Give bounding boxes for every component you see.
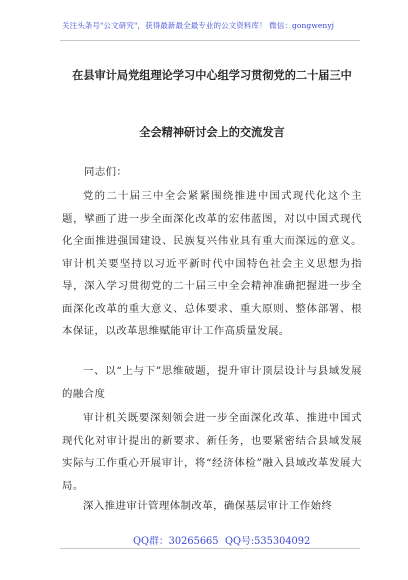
header-notice: 关注头条号"公文研究"，获得最新最全最专业的公文资料库！ 微信：gongwenyj [62,21,335,30]
body-paragraph-1: 党的二十届三中全会紧紧围绕推进中国式现代化这个主题，擘画了进一步全面深化改革的宏伟蓝图，对以中国式现代化全面推进强国建设、民族复兴伟业具有重大而深远的意义。审计机关要坚持以习近平新时代中国特色社会主义思想为指导，深入学习贯彻党的二十届三中全会精神准确把握进一步全面深化改革的重大意义、总体要求、重大原则、整体部署、根本保证，以改革思维赋能审计工作高质量发展。 [62,190,362,337]
body-paragraph-3: 深入推进审计管理体制改革，确保基层审计工作始终 [83,500,333,512]
document-title-line1: 在县审计局党组理论学习中心组学习贯彻党的二十届三中 [72,68,352,82]
body-paragraph-2: 审计机关既要深刻领会进一步全面深化改革、推进中国式现代化对审计提出的新要求、新任务，也要紧密结合县域发展实际与工作重心开展审计，将“经济体检”融入县域改革发展大局。 [62,412,362,492]
footer-divider [60,548,360,549]
greeting: 同志们： [84,166,128,178]
footer-qq-group: QQ群：30265665 [133,536,219,547]
header-divider [60,40,360,41]
document-title-line2: 全会精神研讨会上的交流发言 [139,125,285,139]
footer-qq-number: QQ号:535304092 [225,536,311,547]
section-heading: 一、以“上与下”思维破题，提升审计顶层设计与县域发展的融合度 [62,365,362,400]
